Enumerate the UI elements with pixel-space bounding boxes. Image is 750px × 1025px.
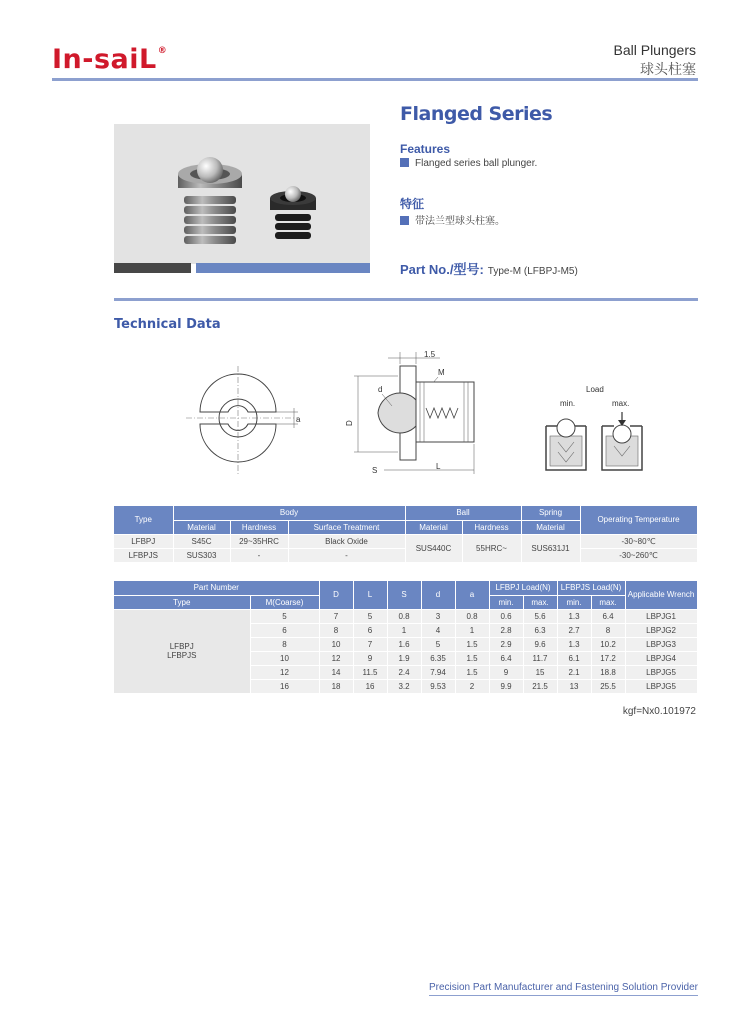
category-title-cn: 球头柱塞 <box>640 61 696 77</box>
th-ball-hardness: Hardness <box>462 520 521 534</box>
th-lfbpj-max: max. <box>523 595 557 609</box>
load-min-label: min. <box>560 399 576 408</box>
features-cn-bullet: 带法兰型球头柱塞。 <box>400 212 505 227</box>
technical-data-title: Technical Data <box>114 317 221 332</box>
section-divider <box>114 298 698 301</box>
th-type: Type <box>114 595 250 609</box>
photo-accent-bar-blue <box>196 263 370 273</box>
th-body-material: Material <box>173 520 230 534</box>
product-photo <box>114 124 370 264</box>
features-label: Features <box>400 142 451 156</box>
th-D: D <box>319 581 353 609</box>
load-label: Load <box>586 385 604 394</box>
table-row: 10 12 9 1.9 6.35 1.5 6.4 11.7 6.1 17.2 LBPJG4 <box>114 651 697 665</box>
features-cn-label: 特征 <box>400 197 425 211</box>
th-lfbpjs-max: max. <box>591 595 625 609</box>
page-category <box>614 41 697 79</box>
ball-material: SUS440C <box>405 534 462 562</box>
th-S: S <box>387 581 421 609</box>
th-type: Type <box>114 506 173 534</box>
table-row: 6 8 6 1 4 1 2.8 6.3 2.7 8 LBPJG2 <box>114 623 697 637</box>
footer-tagline: Precision Part Manufacturer and Fastening Solution Provider <box>429 982 698 996</box>
dim-1-5-label: 1.5 <box>424 350 436 359</box>
dimensions-table <box>114 581 698 694</box>
dim-D-label: D <box>345 420 354 426</box>
th-lfbpjs-min: min. <box>557 595 591 609</box>
dim-a-label: a <box>296 415 301 424</box>
features-bullet: Flanged series ball plunger. <box>400 158 537 169</box>
th-wrench: Applicable Wrench <box>625 581 697 609</box>
side-section-drawing <box>340 348 490 478</box>
category-title-en: Ball Plungers <box>613 42 696 58</box>
th-temperature: Operating Temperature <box>580 506 697 534</box>
table-row: LFBPJ LFBPJS 5 7 5 0.8 3 0.8 0.6 5.6 1.3 6.4 LBPJG1 <box>114 609 697 623</box>
part-number: Part No./型号: Type-M (LFBPJ-M5) <box>400 262 578 277</box>
dim-d-label: d <box>378 385 383 394</box>
type-cell: LFBPJ LFBPJS <box>114 609 250 693</box>
table-row: LFBPJS SUS303 - - -30~260℃ <box>114 548 697 562</box>
spring-material: SUS631J1 <box>521 534 580 562</box>
table-row: LFBPJ S45C 29~35HRC Black Oxide SUS440C 55HRC~ SUS631J1 -30~80℃ <box>114 534 697 548</box>
th-d: d <box>421 581 455 609</box>
materials-table <box>114 506 698 563</box>
dim-M-label: M <box>438 368 445 377</box>
ball-hardness: 55HRC~ <box>462 534 521 562</box>
th-body-hardness: Hardness <box>230 520 288 534</box>
brand-logo: In-saiL® <box>52 44 168 75</box>
th-spring-material: Material <box>521 520 580 534</box>
table-row: 8 10 7 1.6 5 1.5 2.9 9.6 1.3 10.2 LBPJG3 <box>114 637 697 651</box>
top-view-drawing <box>186 366 306 476</box>
series-title: Flanged Series <box>400 103 553 125</box>
load-min-section <box>546 419 586 470</box>
load-diagram <box>540 382 650 474</box>
th-surface: Surface Treatment <box>288 520 405 534</box>
th-a: a <box>455 581 489 609</box>
th-lfbpjs-load: LFBPJS Load(N) <box>557 581 625 595</box>
th-lfbpj-load: LFBPJ Load(N) <box>489 581 557 595</box>
th-ball: Ball <box>405 506 521 520</box>
unit-conversion-note: kgf=Nx0.101972 <box>622 706 696 717</box>
header-divider <box>52 78 698 81</box>
bullet-square-icon <box>400 216 409 225</box>
th-part-number: Part Number <box>114 581 319 595</box>
load-max-label: max. <box>612 399 630 408</box>
dim-L-label: L <box>436 462 441 471</box>
dim-S-label: S <box>372 466 378 475</box>
table-row: 12 14 11.5 2.4 7.94 1.5 9 15 2.1 18.8 LBPJG5 <box>114 665 697 679</box>
th-spring: Spring <box>521 506 580 520</box>
photo-accent-bar-dark <box>114 263 191 273</box>
load-max-section <box>602 412 642 470</box>
th-body: Body <box>173 506 405 520</box>
th-L: L <box>353 581 387 609</box>
table-row: 16 18 16 3.2 9.53 2 9.9 21.5 13 25.5 LBPJG5 <box>114 679 697 693</box>
th-lfbpj-min: min. <box>489 595 523 609</box>
th-ball-material: Material <box>405 520 462 534</box>
th-m-coarse: M(Coarse) <box>250 595 319 609</box>
bullet-square-icon <box>400 158 409 167</box>
